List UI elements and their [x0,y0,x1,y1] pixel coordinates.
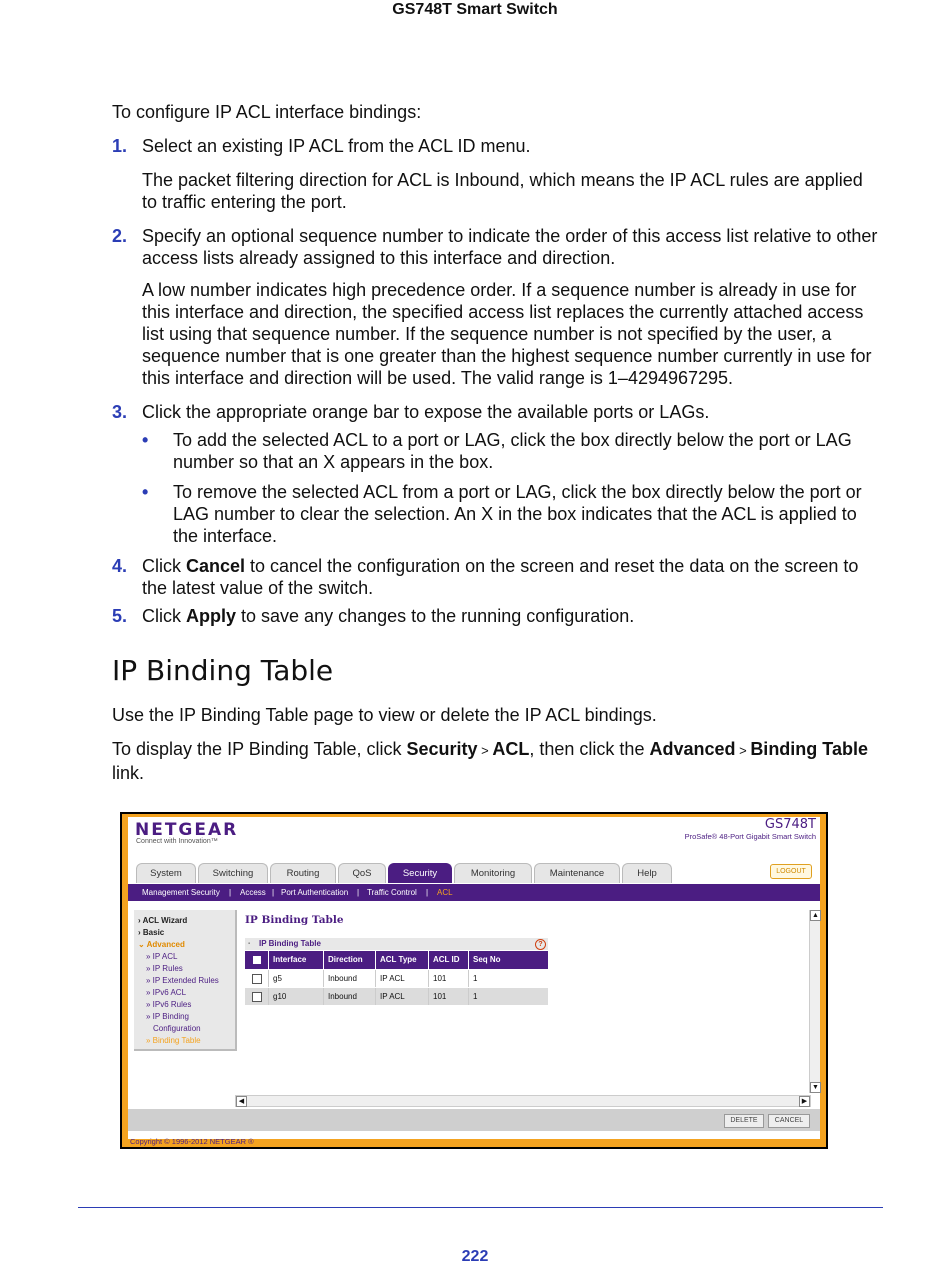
sidebar-item-binding-table[interactable]: » Binding Table [146,1036,201,1045]
step-text: Select an existing IP ACL from the ACL ID menu. [142,136,531,156]
cell-direction: Inbound [324,970,376,987]
table-caption-label: IP Binding Table [259,939,321,948]
delete-button[interactable]: DELETE [724,1114,764,1128]
netgear-logo: NETGEAR [135,820,239,840]
cell-acl-id: 101 [429,970,469,987]
sidebar-item-ip-binding[interactable]: » IP Binding [146,1012,189,1021]
sidebar-item-ipv6-rules[interactable]: » IPv6 Rules [146,1000,192,1009]
table-caption [245,938,548,950]
subnav-access[interactable]: Access [240,888,266,897]
running-header: GS748T Smart Switch [392,1,558,18]
bullet-text: To add the selected ACL to a port or LAG, click the box directly below the port or LAG number so that an X appears in the box. [173,430,852,472]
step-2 [112,225,882,395]
tab-security[interactable]: Security [388,863,452,883]
cell-interface: g5 [269,970,324,987]
navigation-instructions: To display the IP Binding Table, click Security > ACL, then click the Advanced > Binding Table link. [112,739,868,783]
cell-acl-type: IP ACL [376,988,429,1005]
sidebar-item-advanced[interactable]: ⌄ Advanced [138,940,185,949]
footer-rule [78,1207,883,1208]
intro-text: To configure IP ACL interface bindings: [112,102,422,122]
scroll-up-icon[interactable]: ▲ [810,910,821,921]
select-all-checkbox[interactable] [253,956,261,964]
apply-term: Apply [186,606,237,626]
tab-qos[interactable]: QoS [338,863,386,883]
copyright: Copyright © 1996-2012 NETGEAR ® [130,1137,254,1146]
section-paragraph: Use the IP Binding Table page to view or delete the IP ACL bindings. [112,705,657,725]
sidebar-item-ipv6-acl[interactable]: » IPv6 ACL [146,988,187,997]
cell-seq-no: 1 [473,992,478,1001]
step-text-post: to cancel the configuration on the screen and reset the data on the screen to the latest value of the switch. [142,556,859,598]
bullet-glyph: • [142,430,149,450]
sidebar-item-ip-acl[interactable]: » IP ACL [146,952,178,961]
sidebar-item-ip-rules[interactable]: » IP Rules [146,964,183,973]
tab-maintenance[interactable]: Maintenance [534,863,620,883]
step-1 [112,135,882,215]
bullet-text: To remove the selected ACL from a port or LAG, click the box directly below the port or LAG number to clear the selection. An X in the box indicates that the ACL is applied to the interface. [173,482,862,546]
sidebar-item-acl-wizard[interactable]: › ACL Wizard [138,916,188,925]
cell-seq-no: 1 [473,974,478,983]
cell-acl-id: 101 [429,988,469,1005]
tab-switching[interactable]: Switching [198,863,268,883]
step-text-pre: Click [142,556,186,576]
column-header: Interface [269,951,324,969]
step-text: Click the appropriate orange bar to expose the available ports or LAGs. [142,402,710,422]
help-icon[interactable]: ? [535,939,546,950]
step-4 [112,555,882,601]
tab-system[interactable]: System [136,863,196,883]
cell-interface: g10 [269,988,324,1005]
sidebar-item-basic[interactable]: › Basic [138,928,165,937]
select-all-cell [245,951,269,969]
tagline: Connect with Innovation™ [136,838,218,845]
step-number: 3. [112,402,128,422]
product-subtitle: ProSafe® 48-Port Gigabit Smart Switch [684,832,816,841]
section-title: IP Binding Table [112,654,334,687]
step-text-post: to save any changes to the running configuration. [236,606,635,626]
logout-button[interactable]: LOGOUT [770,864,812,879]
sidebar-item-ip-binding-configuration[interactable]: Configuration [153,1024,201,1033]
step-5 [112,605,882,629]
column-header: ACL Type [376,951,429,969]
sidebar [134,910,237,1051]
bullet-glyph: • [142,482,149,502]
button-bar [128,1109,820,1131]
step-number: 1. [112,136,128,156]
cell-direction: Inbound [324,988,376,1005]
subnav-management-security[interactable]: Management Security [142,888,220,897]
table-row [245,970,548,987]
step-number: 2. [112,226,128,246]
binding-table-screenshot [120,812,828,1149]
step-3 [112,401,882,551]
row-checkbox[interactable] [252,974,262,984]
horizontal-scrollbar[interactable] [235,1095,811,1107]
step-text-pre: Click [142,606,186,626]
subnav-acl[interactable]: ACL [437,888,453,897]
vertical-scrollbar[interactable] [809,910,820,1093]
cancel-button[interactable]: CANCEL [768,1114,810,1128]
tab-monitoring[interactable]: Monitoring [454,863,532,883]
column-header: Direction [324,951,376,969]
subnav-separator: | [272,888,275,897]
subnav-separator: | [229,888,232,897]
table-row [245,988,548,1005]
scroll-left-icon[interactable]: ◀ [236,1096,247,1107]
sidebar-item-ip-extended-rules[interactable]: » IP Extended Rules [146,976,219,985]
table-header [245,951,548,969]
column-header: Seq No [473,955,501,964]
subnav-traffic-control[interactable]: Traffic Control [367,888,417,897]
step-number: 4. [112,556,128,576]
scroll-down-icon[interactable]: ▼ [810,1082,821,1093]
collapse-icon[interactable]: ▪ [248,941,251,947]
content-title: IP Binding Table [245,914,344,926]
page-number: 222 [461,1248,489,1265]
cancel-term: Cancel [186,556,246,576]
tab-help[interactable]: Help [622,863,672,883]
row-checkbox[interactable] [252,992,262,1002]
cell-acl-type: IP ACL [376,970,429,987]
column-header: ACL ID [429,951,469,969]
scroll-right-icon[interactable]: ▶ [799,1096,810,1107]
sub-navigation [128,884,820,901]
subnav-separator: | [357,888,360,897]
subnav-separator: | [426,888,429,897]
step-number: 5. [112,606,128,626]
step-note: A low number indicates high precedence order. If a sequence number is already in use for this interface and direction, the specified access list replaces the currently attached access list using that sequence number. If the sequence number is not specified by the user, a sequence number that is one greater than the highest sequence number currently in use for this interface and direction will be used. The valid range is 1–4294967295. [142,280,872,388]
step-text: Specify an optional sequence number to indicate the order of this access list relative to other access lists already assigned to this interface and direction. [142,226,878,268]
tab-routing[interactable]: Routing [270,863,336,883]
subnav-port-authentication[interactable]: Port Authentication [281,888,349,897]
product-name: GS748T [764,817,816,832]
step-note: The packet filtering direction for ACL is Inbound, which means the IP ACL rules are applied to traffic entering the port. [142,170,863,212]
